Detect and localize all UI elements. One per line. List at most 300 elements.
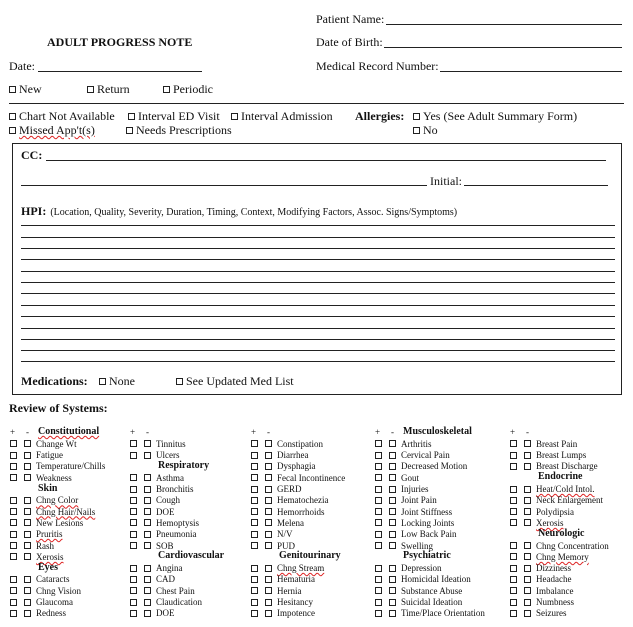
checkbox-positive-icon[interactable] xyxy=(375,565,382,572)
ros-item-label: Weakness xyxy=(36,472,72,483)
checkbox-negative-icon[interactable] xyxy=(144,508,151,515)
ros-item[interactable] xyxy=(510,563,571,574)
checkbox-positive-icon[interactable] xyxy=(130,587,137,594)
checkbox-positive-icon[interactable] xyxy=(251,497,258,504)
ros-item[interactable] xyxy=(10,495,78,506)
checkbox-negative-icon[interactable] xyxy=(144,486,151,493)
checkbox-negative-icon[interactable] xyxy=(389,610,396,617)
ros-item[interactable] xyxy=(510,551,589,562)
ros-item[interactable] xyxy=(510,540,609,551)
checkbox-missed-appts[interactable] xyxy=(9,123,95,138)
checkbox-negative-icon[interactable] xyxy=(144,531,151,538)
checkbox-icon xyxy=(413,113,420,120)
checkbox-positive-icon[interactable] xyxy=(375,497,382,504)
checkbox-positive-icon[interactable] xyxy=(251,542,258,549)
ros-item[interactable] xyxy=(375,563,442,574)
checkbox-interval-ed-visit[interactable] xyxy=(128,109,220,124)
checkbox-positive-icon[interactable] xyxy=(375,474,382,481)
checkbox-return-label: Return xyxy=(97,82,130,96)
ros-item-label: Change Wt xyxy=(36,438,77,449)
ros-item-label: Rash xyxy=(36,540,54,551)
checkbox-negative-icon[interactable] xyxy=(524,576,531,583)
checkbox-positive-icon[interactable] xyxy=(510,610,517,617)
ros-item[interactable] xyxy=(251,461,316,472)
checkbox-positive-icon[interactable] xyxy=(10,542,17,549)
checkbox-negative-icon[interactable] xyxy=(265,519,272,526)
checkbox-negative-icon[interactable] xyxy=(524,599,531,606)
checkbox-positive-icon[interactable] xyxy=(251,576,258,583)
cc-label: CC: xyxy=(21,148,43,162)
checkbox-positive-icon[interactable] xyxy=(251,452,258,459)
checkbox-positive-icon[interactable] xyxy=(375,440,382,447)
ros-item[interactable] xyxy=(375,597,462,608)
checkbox-positive-icon[interactable] xyxy=(10,508,17,515)
ros-item[interactable] xyxy=(375,574,471,585)
checkbox-positive-icon[interactable] xyxy=(10,463,17,470)
ros-item-label: Cataracts xyxy=(36,574,70,585)
checkbox-negative-icon[interactable] xyxy=(389,599,396,606)
ros-item[interactable] xyxy=(130,484,194,495)
ros-item-label: Locking Joints xyxy=(401,517,455,528)
ros-item-label: Asthma xyxy=(156,472,184,483)
ros-item-label: Fecal Incontinence xyxy=(277,472,346,483)
checkbox-interval-admission[interactable] xyxy=(231,109,333,124)
hpi-line[interactable] xyxy=(21,316,615,317)
checkbox-negative-icon[interactable] xyxy=(24,497,31,504)
ros-item[interactable] xyxy=(10,517,83,528)
checkbox-positive-icon[interactable] xyxy=(130,565,137,572)
checkbox-meds-see-updated[interactable] xyxy=(176,374,294,389)
checkbox-negative-icon[interactable] xyxy=(524,463,531,470)
ros-item[interactable] xyxy=(510,574,571,585)
ros-item-label: Chng Stream xyxy=(277,563,325,574)
checkbox-positive-icon[interactable] xyxy=(375,463,382,470)
ros-section-title: Psychiatric xyxy=(403,550,451,562)
checkbox-negative-icon[interactable] xyxy=(389,463,396,470)
checkbox-positive-icon[interactable] xyxy=(130,474,137,481)
hpi-line[interactable] xyxy=(21,271,615,272)
checkbox-negative-icon[interactable] xyxy=(524,497,531,504)
ros-item[interactable] xyxy=(375,472,419,483)
ros-item-label: Seizures xyxy=(536,608,567,619)
checkbox-negative-icon[interactable] xyxy=(265,587,272,594)
ros-item-label: Gout xyxy=(401,472,419,483)
checkbox-negative-icon[interactable] xyxy=(24,576,31,583)
checkbox-negative-icon[interactable] xyxy=(24,452,31,459)
checkbox-negative-icon[interactable] xyxy=(265,599,272,606)
checkbox-meds-none[interactable] xyxy=(99,374,135,389)
ros-item[interactable] xyxy=(251,506,325,517)
checkbox-negative-icon[interactable] xyxy=(24,542,31,549)
ros-item[interactable] xyxy=(375,608,485,619)
checkbox-negative-icon[interactable] xyxy=(144,440,151,447)
checkbox-positive-icon[interactable] xyxy=(10,553,17,560)
hpi-line[interactable] xyxy=(21,339,615,340)
checkbox-positive-icon[interactable] xyxy=(251,474,258,481)
ros-item[interactable] xyxy=(375,484,429,495)
checkbox-positive-icon[interactable] xyxy=(10,599,17,606)
ros-item[interactable] xyxy=(10,585,81,596)
checkbox-positive-icon[interactable] xyxy=(10,440,17,447)
ros-item-label: SOB xyxy=(156,540,174,551)
checkbox-positive-icon[interactable] xyxy=(251,610,258,617)
checkbox-positive-icon[interactable] xyxy=(10,474,17,481)
initial-field[interactable] xyxy=(464,185,608,186)
ros-item[interactable] xyxy=(130,563,183,574)
ros-item-label: Pruritis xyxy=(36,529,63,540)
checkbox-positive-icon[interactable] xyxy=(10,610,17,617)
ros-item[interactable] xyxy=(10,450,63,461)
missed-appts-label: Missed App't(s) xyxy=(19,123,95,137)
allergies-no-label: No xyxy=(423,123,438,137)
checkbox-positive-icon[interactable] xyxy=(375,587,382,594)
ros-item-label: DOE xyxy=(156,506,175,517)
ros-item[interactable] xyxy=(10,506,95,517)
checkbox-positive-icon[interactable] xyxy=(510,497,517,504)
ros-item[interactable] xyxy=(375,438,432,449)
ros-item[interactable] xyxy=(510,484,595,495)
ros-item[interactable] xyxy=(375,450,450,461)
checkbox-negative-icon[interactable] xyxy=(265,565,272,572)
ros-plus-header: + xyxy=(375,427,381,437)
checkbox-positive-icon[interactable] xyxy=(130,599,137,606)
checkbox-negative-icon[interactable] xyxy=(265,452,272,459)
checkbox-negative-icon[interactable] xyxy=(24,474,31,481)
ros-item-label: GERD xyxy=(277,484,302,494)
ros-item[interactable] xyxy=(130,495,180,506)
ros-item-label: Hematuria xyxy=(277,574,315,585)
checkbox-negative-icon[interactable] xyxy=(524,452,531,459)
checkbox-positive-icon[interactable] xyxy=(10,531,17,538)
checkbox-positive-icon[interactable] xyxy=(375,486,382,493)
checkbox-negative-icon[interactable] xyxy=(524,610,531,617)
ros-item[interactable] xyxy=(375,529,457,540)
checkbox-new[interactable] xyxy=(9,82,42,97)
hpi-line[interactable] xyxy=(21,293,615,294)
checkbox-negative-icon[interactable] xyxy=(389,440,396,447)
checkbox-positive-icon[interactable] xyxy=(510,576,517,583)
ros-item-label: Chng Color xyxy=(36,495,79,506)
ros-item-label: PUD xyxy=(277,540,296,551)
ros-item[interactable] xyxy=(510,495,603,506)
checkbox-negative-icon[interactable] xyxy=(265,486,272,493)
checkbox-positive-icon[interactable] xyxy=(510,508,517,515)
hpi-line[interactable] xyxy=(21,259,615,260)
form-title: ADULT PROGRESS NOTE xyxy=(47,35,193,49)
checkbox-negative-icon[interactable] xyxy=(265,440,272,447)
ros-section-title: Skin xyxy=(38,482,58,494)
checkbox-negative-icon[interactable] xyxy=(524,565,531,572)
ros-item-label: Joint Pain xyxy=(401,495,437,506)
checkbox-negative-icon[interactable] xyxy=(24,508,31,515)
hpi-line[interactable] xyxy=(21,225,615,226)
checkbox-positive-icon[interactable] xyxy=(510,519,517,526)
checkbox-positive-icon[interactable] xyxy=(130,440,137,447)
ros-item[interactable] xyxy=(130,608,175,619)
ros-item-label: Redness xyxy=(36,608,66,619)
medications-label: Medications: xyxy=(21,374,88,388)
ros-item[interactable] xyxy=(251,484,302,495)
hpi-line[interactable] xyxy=(21,282,615,283)
checkbox-positive-icon[interactable] xyxy=(10,452,17,459)
checkbox-negative-icon[interactable] xyxy=(389,542,396,549)
ros-item-label: Xerosis xyxy=(36,551,64,562)
ros-item[interactable] xyxy=(375,495,437,506)
hpi-heading xyxy=(21,202,457,220)
ros-item[interactable] xyxy=(375,517,454,528)
checkbox-negative-icon[interactable] xyxy=(389,565,396,572)
checkbox-negative-icon[interactable] xyxy=(389,452,396,459)
checkbox-negative-icon[interactable] xyxy=(144,519,151,526)
checkbox-chart-not-available[interactable] xyxy=(9,109,115,124)
ros-item[interactable] xyxy=(130,529,197,540)
checkbox-allergies-no[interactable] xyxy=(413,123,438,138)
dob-field[interactable] xyxy=(384,47,622,48)
ros-item-label: Chng Concentration xyxy=(536,540,609,551)
ros-item[interactable] xyxy=(510,450,586,461)
ros-item-label: Dysphagia xyxy=(277,461,316,472)
checkbox-negative-icon[interactable] xyxy=(24,587,31,594)
checkbox-positive-icon[interactable] xyxy=(375,610,382,617)
checkbox-negative-icon[interactable] xyxy=(524,553,531,560)
ros-item[interactable] xyxy=(251,529,293,540)
checkbox-negative-icon[interactable] xyxy=(24,599,31,606)
checkbox-allergies-yes[interactable] xyxy=(413,109,577,124)
checkbox-positive-icon[interactable] xyxy=(251,463,258,470)
ros-item[interactable] xyxy=(510,438,577,449)
patient-name-field[interactable] xyxy=(386,24,622,25)
checkbox-negative-icon[interactable] xyxy=(144,576,151,583)
checkbox-negative-icon[interactable] xyxy=(389,519,396,526)
ros-item[interactable] xyxy=(130,585,195,596)
checkbox-negative-icon[interactable] xyxy=(389,474,396,481)
checkbox-negative-icon[interactable] xyxy=(389,508,396,515)
checkbox-positive-icon[interactable] xyxy=(130,576,137,583)
checkbox-positive-icon[interactable] xyxy=(510,542,517,549)
ros-item[interactable] xyxy=(510,608,567,619)
checkbox-positive-icon[interactable] xyxy=(251,565,258,572)
checkbox-positive-icon[interactable] xyxy=(510,587,517,594)
checkbox-positive-icon[interactable] xyxy=(130,486,137,493)
checkbox-positive-icon[interactable] xyxy=(510,486,517,493)
checkbox-negative-icon[interactable] xyxy=(265,531,272,538)
ros-item[interactable] xyxy=(510,585,573,596)
cc-field[interactable] xyxy=(46,160,606,161)
checkbox-positive-icon[interactable] xyxy=(130,452,137,459)
checkbox-negative-icon[interactable] xyxy=(524,587,531,594)
ros-minus-header: - xyxy=(26,427,29,437)
checkbox-negative-icon[interactable] xyxy=(524,508,531,515)
checkbox-negative-icon[interactable] xyxy=(389,531,396,538)
checkbox-negative-icon[interactable] xyxy=(144,497,151,504)
ros-item-label: Joint Stiffness xyxy=(401,506,453,517)
checkbox-negative-icon[interactable] xyxy=(144,587,151,594)
checkbox-negative-icon[interactable] xyxy=(265,474,272,481)
date-field[interactable] xyxy=(38,71,202,72)
checkbox-positive-icon[interactable] xyxy=(130,508,137,515)
checkbox-needs-prescriptions[interactable] xyxy=(126,123,232,138)
cc-field-2[interactable] xyxy=(21,185,427,186)
ros-item-label: Temperature/Chills xyxy=(36,461,106,472)
ros-item-label: Imbalance xyxy=(536,585,574,596)
checkbox-negative-icon[interactable] xyxy=(144,610,151,617)
checkbox-positive-icon[interactable] xyxy=(251,486,258,493)
checkbox-positive-icon[interactable] xyxy=(510,440,517,447)
checkbox-positive-icon[interactable] xyxy=(375,599,382,606)
checkbox-positive-icon[interactable] xyxy=(375,576,382,583)
ros-item[interactable] xyxy=(10,574,69,585)
ros-item-label: Impotence xyxy=(277,608,315,619)
checkbox-positive-icon[interactable] xyxy=(251,519,258,526)
ros-item[interactable] xyxy=(10,461,105,472)
checkbox-negative-icon[interactable] xyxy=(24,531,31,538)
checkbox-positive-icon[interactable] xyxy=(130,542,137,549)
checkbox-positive-icon[interactable] xyxy=(375,452,382,459)
ros-item[interactable] xyxy=(130,597,202,608)
checkbox-positive-icon[interactable] xyxy=(130,610,137,617)
checkbox-positive-icon[interactable] xyxy=(251,440,258,447)
ros-item[interactable] xyxy=(251,585,302,596)
checkbox-positive-icon[interactable] xyxy=(510,553,517,560)
ros-item[interactable] xyxy=(251,438,323,449)
checkbox-negative-icon[interactable] xyxy=(389,497,396,504)
checkbox-positive-icon[interactable] xyxy=(251,587,258,594)
ros-item-label: Chng Vision xyxy=(36,585,82,596)
checkbox-negative-icon[interactable] xyxy=(389,587,396,594)
checkbox-positive-icon[interactable] xyxy=(10,497,17,504)
interval-ed-visit-label: Interval ED Visit xyxy=(138,109,220,123)
checkbox-negative-icon[interactable] xyxy=(389,486,396,493)
checkbox-positive-icon[interactable] xyxy=(251,531,258,538)
ros-item[interactable] xyxy=(510,597,574,608)
ros-item[interactable] xyxy=(251,495,328,506)
ros-item-label: Heat/Cold Intol. xyxy=(536,484,595,494)
ros-item[interactable] xyxy=(130,438,186,449)
ros-section-title: Eyes xyxy=(38,561,58,573)
checkbox-positive-icon[interactable] xyxy=(510,452,517,459)
checkbox-icon xyxy=(9,127,16,134)
checkbox-positive-icon[interactable] xyxy=(10,587,17,594)
ros-item[interactable] xyxy=(10,438,77,449)
checkbox-negative-icon[interactable] xyxy=(24,519,31,526)
chart-not-available-label: Chart Not Available xyxy=(19,109,115,123)
checkbox-negative-icon[interactable] xyxy=(24,440,31,447)
ros-item[interactable] xyxy=(251,472,345,483)
ros-item[interactable] xyxy=(251,563,324,574)
checkbox-return[interactable] xyxy=(87,82,130,97)
ros-item[interactable] xyxy=(375,585,462,596)
checkbox-positive-icon[interactable] xyxy=(251,599,258,606)
hpi-line[interactable] xyxy=(21,361,615,362)
checkbox-positive-icon[interactable] xyxy=(375,519,382,526)
ros-item[interactable] xyxy=(10,597,73,608)
checkbox-positive-icon[interactable] xyxy=(130,519,137,526)
ros-section-title: Genitourinary xyxy=(279,550,341,562)
checkbox-new-label: New xyxy=(19,82,42,96)
ros-item[interactable] xyxy=(251,517,304,528)
ros-plus-header: + xyxy=(10,427,16,437)
ros-item-label: Headache xyxy=(536,574,572,585)
ros-item[interactable] xyxy=(130,517,199,528)
checkbox-negative-icon[interactable] xyxy=(265,497,272,504)
checkbox-positive-icon[interactable] xyxy=(375,542,382,549)
checkbox-negative-icon[interactable] xyxy=(144,452,151,459)
ros-item-label: DOE xyxy=(156,608,175,619)
ros-item[interactable] xyxy=(251,574,315,585)
checkbox-positive-icon[interactable] xyxy=(510,599,517,606)
checkbox-negative-icon[interactable] xyxy=(524,486,531,493)
ros-item-label: Hematochezia xyxy=(277,495,329,506)
checkbox-negative-icon[interactable] xyxy=(389,576,396,583)
checkbox-positive-icon[interactable] xyxy=(130,497,137,504)
ros-item[interactable] xyxy=(10,529,63,540)
ros-item[interactable] xyxy=(251,597,313,608)
ros-item-label: Claudication xyxy=(156,597,202,607)
ros-item[interactable] xyxy=(10,540,54,551)
checkbox-negative-icon[interactable] xyxy=(265,576,272,583)
ros-item-label: Cervical Pain xyxy=(401,450,450,461)
checkbox-negative-icon[interactable] xyxy=(265,542,272,549)
ros-item[interactable] xyxy=(251,608,315,619)
checkbox-positive-icon[interactable] xyxy=(510,463,517,470)
ros-minus-header: - xyxy=(526,427,529,437)
hpi-line[interactable] xyxy=(21,328,615,329)
hpi-line[interactable] xyxy=(21,248,615,249)
checkbox-negative-icon[interactable] xyxy=(524,440,531,447)
checkbox-positive-icon[interactable] xyxy=(10,519,17,526)
ros-item[interactable] xyxy=(130,472,184,483)
checkbox-negative-icon[interactable] xyxy=(144,599,151,606)
ros-item-label: Ulcers xyxy=(156,450,180,461)
checkbox-positive-icon[interactable] xyxy=(510,565,517,572)
ros-item-label: Polydipsia xyxy=(536,506,575,517)
checkbox-periodic[interactable] xyxy=(163,82,213,97)
ros-item[interactable] xyxy=(130,506,175,517)
checkbox-negative-icon[interactable] xyxy=(265,463,272,470)
checkbox-negative-icon[interactable] xyxy=(24,553,31,560)
ros-item[interactable] xyxy=(130,574,175,585)
checkbox-negative-icon[interactable] xyxy=(524,542,531,549)
ros-item[interactable] xyxy=(510,506,574,517)
checkbox-positive-icon[interactable] xyxy=(251,508,258,515)
checkbox-negative-icon[interactable] xyxy=(265,508,272,515)
checkbox-icon xyxy=(231,113,238,120)
ros-item[interactable] xyxy=(375,506,452,517)
ros-item-label: Melena xyxy=(277,517,304,528)
checkbox-negative-icon[interactable] xyxy=(265,610,272,617)
ros-item[interactable] xyxy=(10,608,66,619)
ros-item-label: Cough xyxy=(156,495,181,506)
checkbox-negative-icon[interactable] xyxy=(24,610,31,617)
ros-item[interactable] xyxy=(251,450,308,461)
ros-item[interactable] xyxy=(375,461,467,472)
checkbox-negative-icon[interactable] xyxy=(144,542,151,549)
meds-see-updated-label: See Updated Med List xyxy=(186,374,294,388)
hpi-line[interactable] xyxy=(21,305,615,306)
checkbox-positive-icon[interactable] xyxy=(375,508,382,515)
checkbox-positive-icon[interactable] xyxy=(10,576,17,583)
checkbox-negative-icon[interactable] xyxy=(524,519,531,526)
checkbox-negative-icon[interactable] xyxy=(144,565,151,572)
mrn-field[interactable] xyxy=(440,71,622,72)
checkbox-positive-icon[interactable] xyxy=(130,531,137,538)
checkbox-negative-icon[interactable] xyxy=(144,474,151,481)
checkbox-negative-icon[interactable] xyxy=(24,463,31,470)
clinical-box xyxy=(12,143,622,395)
hpi-line[interactable] xyxy=(21,237,615,238)
checkbox-positive-icon[interactable] xyxy=(375,531,382,538)
hpi-line[interactable] xyxy=(21,350,615,351)
